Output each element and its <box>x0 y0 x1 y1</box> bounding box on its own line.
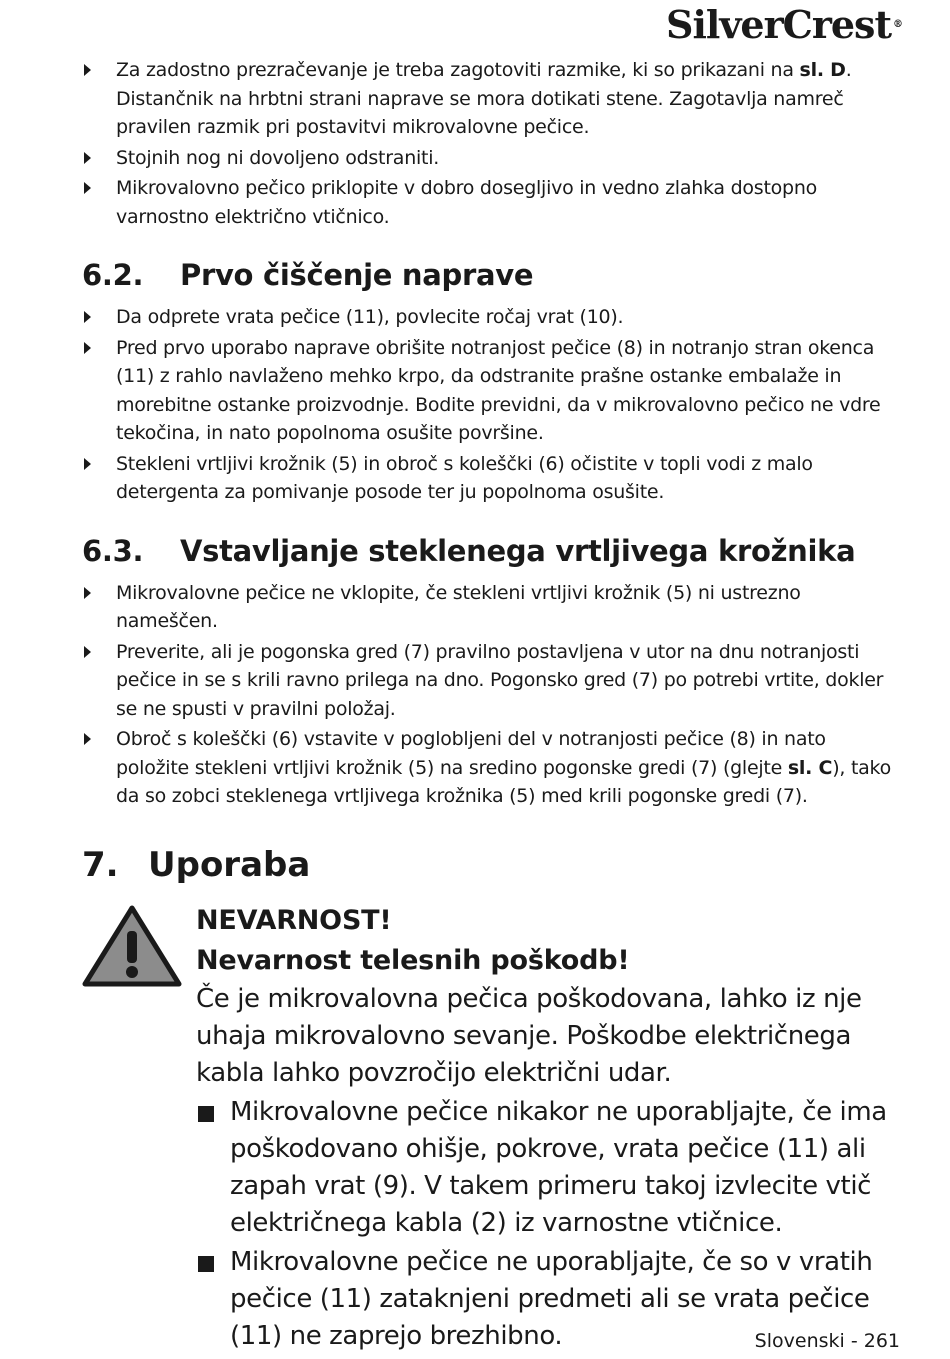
list-item: Pred prvo uporabo naprave obrišite notranjost pečice (8) in notranjo stran okenca (11) z rahlo navlaženo mehko krpo, da odstranite prašne ostanke embalaže in morebitne ostanke proizvodnje. Bodite previdni, da v mikrovalovno pečico ne vdre tekočina, in nato popolnoma osušite površine. <box>82 334 902 448</box>
warning-list-item: Mikrovalovne pečice nikakor ne uporabljajte, če ima poškodovano ohišje, pokrove, vrata pečice (11) ali zapah vrat (9). V takem primeru takoj izvlecite vtič električnega kabla (2) iz varnostne vtičnice. <box>196 1094 902 1242</box>
section-title: Vstavljanje steklenega vrtljivega krožnika <box>180 533 856 568</box>
figure-reference: sl. C <box>787 756 833 779</box>
chapter-number: 7. <box>82 844 119 885</box>
chapter-title: Uporaba <box>148 844 311 885</box>
section-heading-6-2 <box>82 255 902 295</box>
warning-title: NEVARNOST! <box>196 904 392 936</box>
page-footer: Slovenski - 261 <box>754 1330 900 1352</box>
chapter-heading-7 <box>82 843 902 887</box>
section-title: Prvo čiščenje naprave <box>180 258 534 292</box>
list-item: Stojnih nog ni dovoljeno odstraniti. <box>82 144 902 173</box>
bullet-text: . Distančnik na hrbtni strani naprave se mora dotikati stene. Zagotavlja namreč pravilen razmik pri postavitvi mikrovalovne pečice. <box>116 59 852 138</box>
bullet-text: Za zadostno prezračevanje je treba zagotoviti razmike, ki so prikazani na <box>116 59 800 81</box>
list-item <box>82 725 902 811</box>
figure-reference: sl. D <box>799 59 846 81</box>
bullet-text: Obroč s koleščki (6) vstavite v poglobljeni del v notranjosti pečice (8) in nato položite stekleni vrtljivi krožnik (5) na sredino pogonske gredi (7) (glejte <box>116 728 826 779</box>
brand-logo <box>666 2 902 48</box>
warning-subtitle: Nevarnost telesnih poškodb! <box>196 944 630 976</box>
registered-mark: ® <box>893 19 902 30</box>
warning-list-item: Mikrovalovne pečice ne uporabljajte, če so v vratih pečice (11) zataknjeni predmeti ali se vrata pečice (11) ne zaprejo brezhibno. <box>196 1244 902 1355</box>
list-item: Preverite, ali je pogonska gred (7) pravilno postavljena v utor na dnu notranjosti pečice in se s krili ravno prilega na dno. Pogonsko gred (7) po potrebi vrtite, dokler se ne spusti v pravilni položaj. <box>82 638 902 724</box>
danger-warning-block <box>82 901 902 1355</box>
bullet-text: ), tako da so zobci steklenega vrtljivega krožnika (5) med krili pogonske gredi (7). <box>116 756 892 807</box>
list-item <box>82 56 902 142</box>
page-content <box>82 56 902 1355</box>
list-item: Mikrovalovne pečice ne vklopite, če stekleni vrtljivi krožnik (5) ni ustrezno nameščen. <box>82 579 902 636</box>
list-item: Da odprete vrata pečice (11), povlecite ročaj vrat (10). <box>82 303 902 332</box>
warning-text: Če je mikrovalovna pečica poškodovana, lahko iz nje uhaja mikrovalovno sevanje. Poškodbe električnega kabla lahko povzročijo električni udar. <box>196 983 862 1088</box>
section-heading-6-3 <box>82 531 902 571</box>
list-item: Mikrovalovno pečico priklopite v dobro dosegljivo in vedno zlahka dostopno varnostno električno vtičnico. <box>82 174 902 231</box>
list-item: Stekleni vrtljivi krožnik (5) in obroč s koleščki (6) očistite v topli vodi z malo detergenta za pomivanje posode ter ju popolnoma osušite. <box>82 450 902 507</box>
brand-logo-text: SilverCrest <box>666 2 891 47</box>
section-number: 6.2. <box>82 258 144 292</box>
section-number: 6.3. <box>82 533 144 568</box>
warning-triangle-icon <box>82 905 182 987</box>
